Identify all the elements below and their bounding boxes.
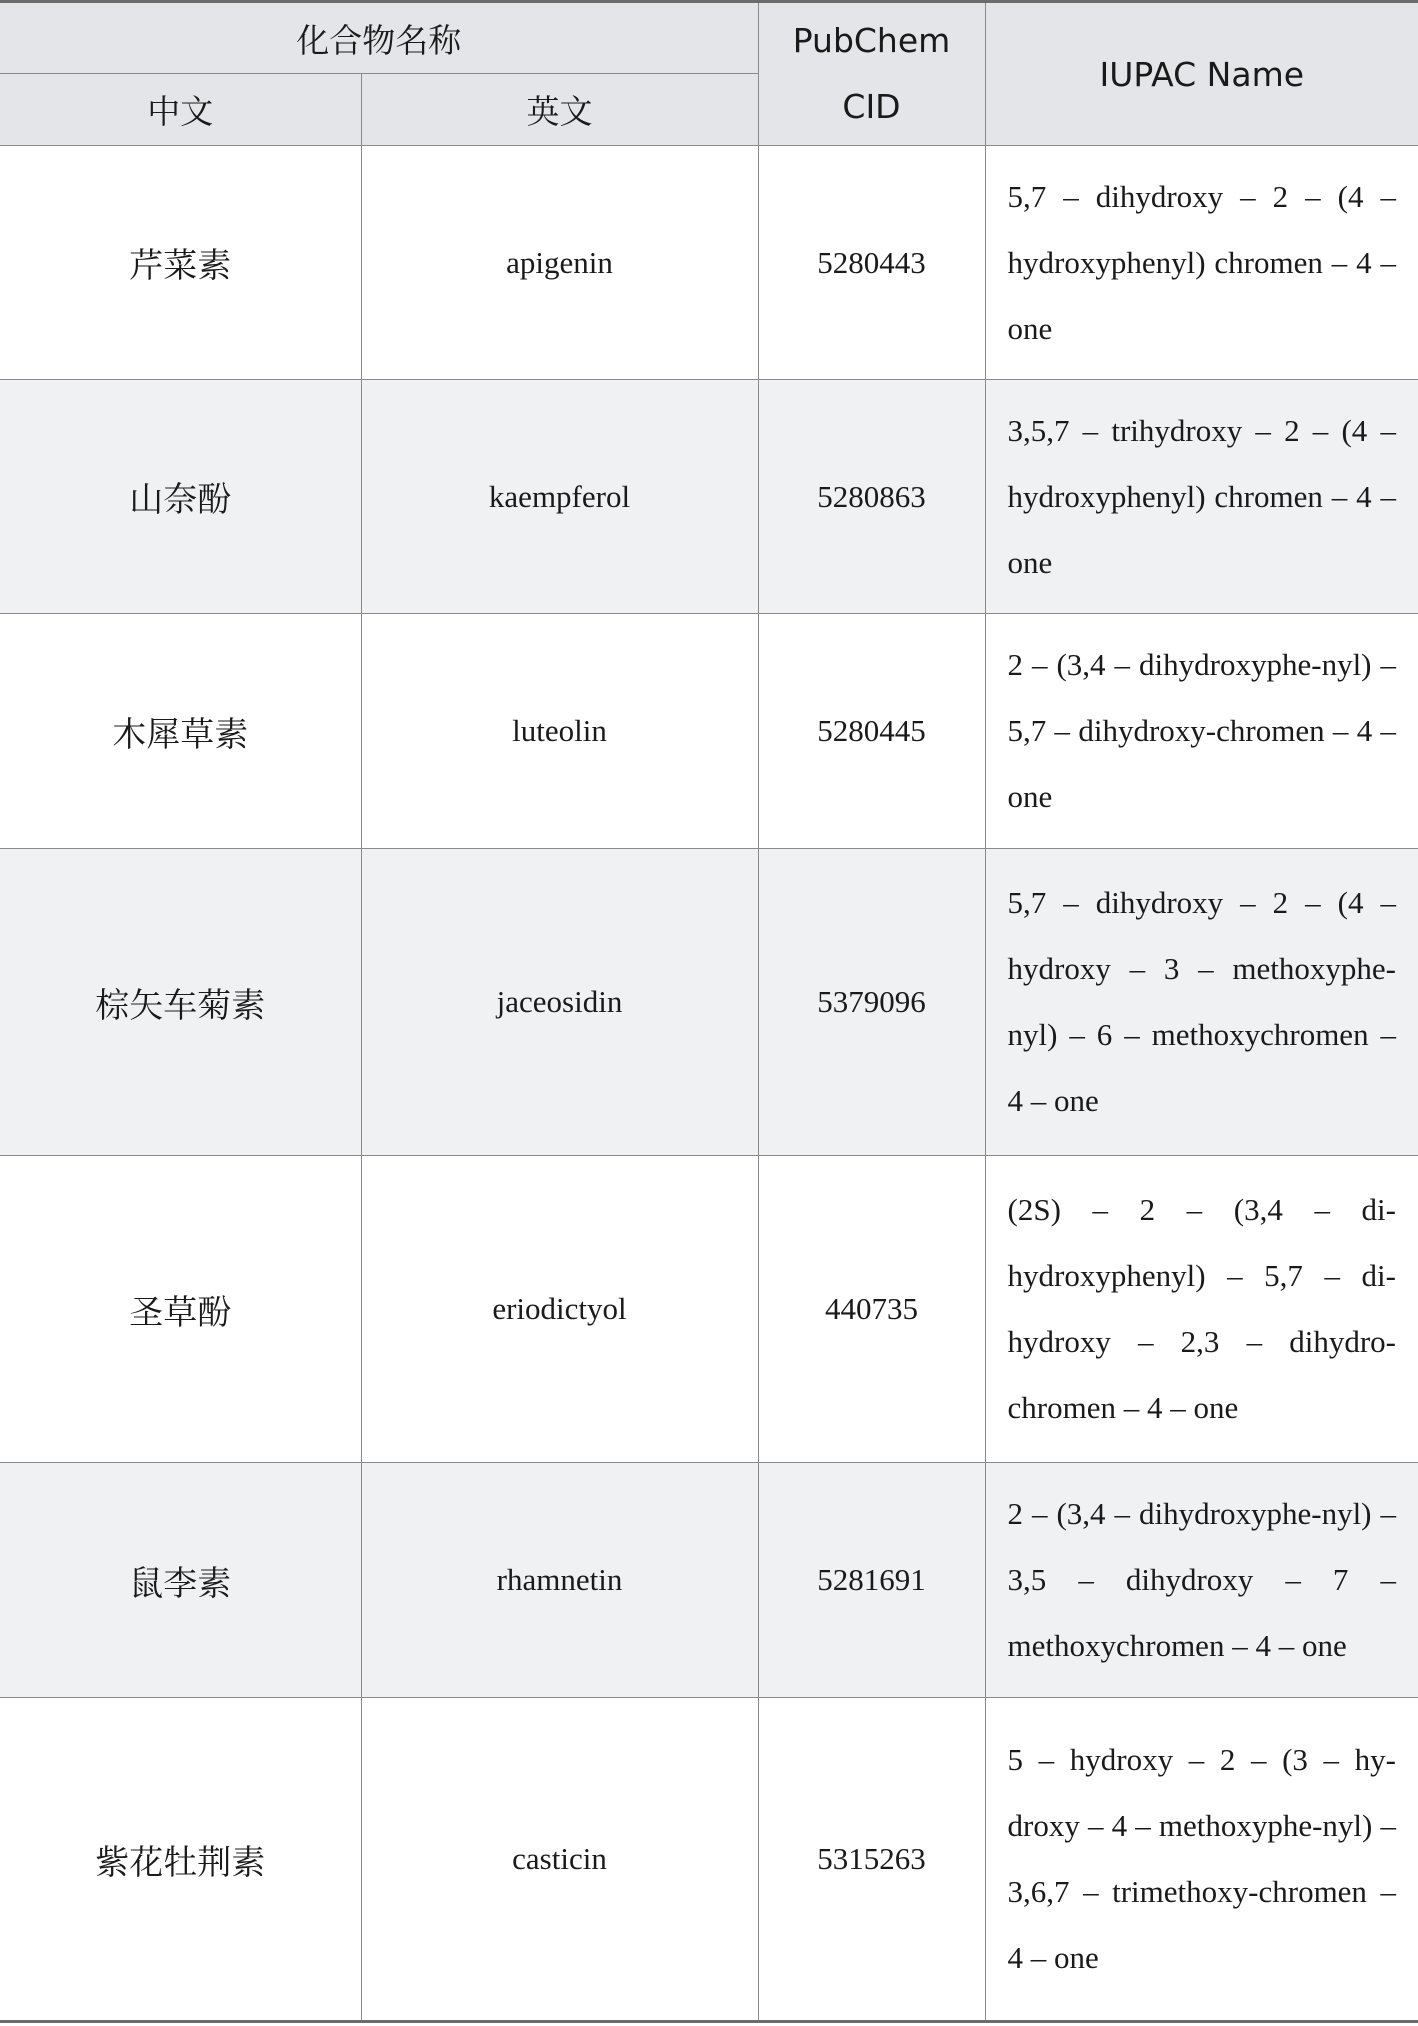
pubchem-cid-cell: 5281691 [758, 1463, 985, 1698]
english-name-cell: jaceosidin [361, 849, 758, 1156]
iupac-name-cell: 5,7 – dihydroxy – 2 – (4 – hydroxy – 3 – methoxyphe-nyl) – 6 – methoxychromen – 4 – one [985, 849, 1418, 1156]
chinese-name-cell: 山奈酚 [0, 380, 361, 614]
english-name-cell: apigenin [361, 146, 758, 380]
table-header [0, 2, 1418, 146]
pubchem-cid-header-line2: CID [842, 87, 901, 126]
english-name-cell: rhamnetin [361, 1463, 758, 1698]
pubchem-cid-cell: 5280445 [758, 614, 985, 849]
english-name-cell: kaempferol [361, 380, 758, 614]
chinese-name-cell: 圣草酚 [0, 1156, 361, 1463]
pubchem-cid-cell: 5315263 [758, 1698, 985, 2022]
iupac-name-cell: (2S) – 2 – (3,4 – di-hydroxyphenyl) – 5,7 – di-hydroxy – 2,3 – dihydro-chromen – 4 – one [985, 1156, 1418, 1463]
table-row [0, 849, 1418, 1156]
table-row [0, 614, 1418, 849]
pubchem-cid-cell: 5379096 [758, 849, 985, 1156]
iupac-name-cell: 5 – hydroxy – 2 – (3 – hy-droxy – 4 – methoxyphe-nyl) – 3,6,7 – trimethoxy-chromen – 4 – one [985, 1698, 1418, 2022]
iupac-name-cell: 5,7 – dihydroxy – 2 – (4 – hydroxyphenyl) chromen – 4 – one [985, 146, 1418, 380]
table-row [0, 380, 1418, 614]
table-row [0, 1156, 1418, 1463]
table-body [0, 146, 1418, 2022]
english-name-cell: casticin [361, 1698, 758, 2022]
english-name-cell: luteolin [361, 614, 758, 849]
iupac-name-cell: 2 – (3,4 – dihydroxyphe-nyl) – 3,5 – dihydroxy – 7 – methoxychromen – 4 – one [985, 1463, 1418, 1698]
chinese-name-cell: 鼠李素 [0, 1463, 361, 1698]
iupac-name-header: IUPAC Name [985, 2, 1418, 146]
table-row [0, 146, 1418, 380]
chinese-name-cell: 芹菜素 [0, 146, 361, 380]
iupac-name-cell: 3,5,7 – trihydroxy – 2 – (4 – hydroxyphenyl) chromen – 4 – one [985, 380, 1418, 614]
pubchem-cid-cell: 5280443 [758, 146, 985, 380]
compound-name-group-header: 化合物名称 [0, 2, 758, 74]
pubchem-cid-header [758, 2, 985, 146]
english-name-cell: eriodictyol [361, 1156, 758, 1463]
pubchem-cid-cell: 440735 [758, 1156, 985, 1463]
table-row [0, 1463, 1418, 1698]
chinese-name-cell: 紫花牡荆素 [0, 1698, 361, 2022]
chinese-name-cell: 木犀草素 [0, 614, 361, 849]
iupac-name-cell: 2 – (3,4 – dihydroxyphe-nyl) – 5,7 – dihydroxy-chromen – 4 – one [985, 614, 1418, 849]
english-name-header: 英文 [361, 74, 758, 146]
pubchem-cid-header-line1: PubChem [792, 21, 951, 60]
chinese-name-cell: 棕矢车菊素 [0, 849, 361, 1156]
table-row [0, 1698, 1418, 2022]
chinese-name-header: 中文 [0, 74, 361, 146]
pubchem-cid-cell: 5280863 [758, 380, 985, 614]
